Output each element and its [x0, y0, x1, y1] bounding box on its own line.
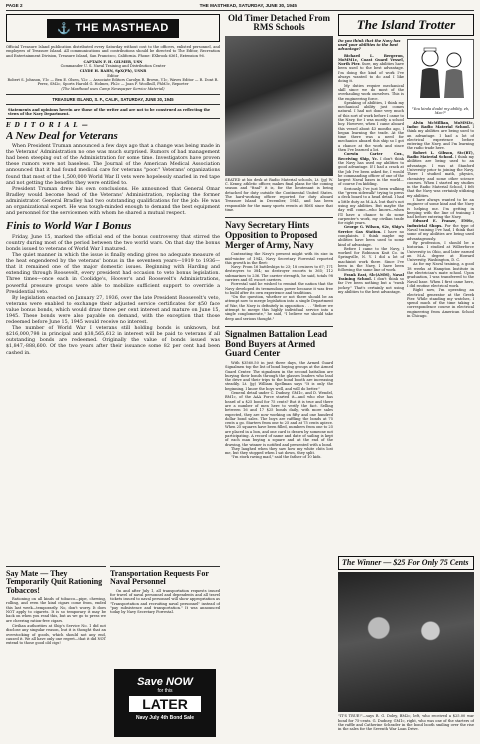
answer-text: For the type of Naval training I've had, I think that some of my abilities are being used advantageously. — [407, 223, 474, 241]
transport-article — [110, 566, 220, 744]
cartoon-caption: "You kinda doubt my ability, eh, Mac?" — [411, 107, 470, 116]
answer-text: a good 18 weeks at Hampton Institute in the electrician's mate school. Upon graduation, I was transferred to the Naval base. When I first came here, I did routine electrical work. — [407, 262, 474, 288]
answer-name: I have always wanted to be an engineer — [407, 197, 474, 207]
dateline: TREASURE ISLAND, S. F., CALIF., SATURDAY, JUNE 30, 1945 — [6, 94, 220, 105]
winner-headline: The Winner — $25 For Only 75 Cents — [342, 558, 469, 567]
signalmen-paragraph: They laughed when they saw how my white chits lost me, but they stopped when I sat down, they split. — [225, 446, 333, 456]
answer-text: I've just been walking the "green sidewalk" trying to press a deck board to a head detail. I had a little duty as M.A.A. but that's not using my abilities. But maybe the day will come—who knows—when I'll have a chance to do some carpenter's work, my civilian trade for eight years. — [338, 186, 404, 226]
trotter-col-right — [407, 39, 474, 319]
staff-list: Robert S. Johnson, Y1c — Ben E. Olsen, Y2c ... Associate Editors Carolyn R. Brown, Y1c, Waves Editor — R. Dont R. Perez, SM2c, Sports Harold G. Holmes, Ph2c — Joan F. Woolhull, PhM3c, Reporter — [7, 78, 219, 87]
staff-intro: Official Treasure Island publication distributed every Saturday without cost to the officers, enlisted personnel, and employees of Treasure Island. All communications and contributions should be directed to The Editor, Recreation and Entertainment Division, Treasure Island, San Francisco, California. Phone: EXbrook 6361, Extension 96. — [6, 45, 220, 58]
anchor-icon: ⚓ — [57, 22, 72, 35]
bonus-paragraph: By legislation enacted on January 27, 1936, over the late President Roosevelt's veto, veterans were enabled to exchange their adjusted service certificates for $50 face value bonus bonds, which would draw three per cent interest and mature on June 15, 1945. These bonds were also payable on demand, with the exception that those redeemed before June 15, 1945 would receive no interest. — [6, 295, 220, 326]
winner-heading-box — [338, 556, 474, 570]
answer-text: Sure, my abilities have been used to the best advantage. I'm doing the kind of work I've always wanted to do and I like doing it. — [338, 62, 404, 84]
signalmen-paragraph: With $3560.50 in just three days, the Armed Guard Signalmen top the list of bond buying groups at the Armed Guard Center. The signalmen in the second battalion are burying their bonds through the glasses leaders who lead the drive and their trips to the bond booth are increasing steadily. Lt. (jg) William Spellman says "It is only the beginning, I know the boys well, and will do better." — [225, 360, 333, 391]
bond-ad-for: for this — [157, 688, 173, 694]
policy-note: Statements and opinions herein are those of the writer and are not to be construed as reflecting the views of the Navy Department. — [6, 107, 220, 119]
signalmen-headline: Signalmen Battalion Lead Bond Buyers at Armed Guard Center — [225, 326, 333, 359]
trotter-question: Do you think that the Navy has used your abilities to the best advantage? — [338, 38, 401, 52]
say-mate-body-2: Civilian authorities at Ship's Service No. 1 did not disclose any singular reason, but it is thought that an overstocking of goods, which should not any end, caused it. We all have only one regret—that it did NOT extend to those good old cigs! — [6, 623, 106, 646]
answer-text: I think my abilities are being used to an advantage. I was at Stanford University prior to joining the Navy. There I studied math, physics, chemistry and some other science courses. When I started my studies in the Radio Material School, I felt that the Navy was certainly utilizing my abilities. — [407, 155, 474, 198]
answer-name: Right now, — [413, 288, 435, 293]
answer-name: Alvin McMillian, MoMM3c, Indoc Radio Material School. — [407, 120, 474, 129]
winner-section — [338, 556, 474, 744]
answer-text: I think my mechanical ability just comes natural. I had not done very much of this sort of work before I came to the Navy, for I was mostly a school boy. However, when I came aboard this vessel about 43 months ago, I began learning the trade. At the time there was a need for mechanics aboard this ship so I got a chance at the work and since then I've learned a lot. — [338, 100, 404, 153]
trotter-answers-a — [338, 54, 404, 295]
bond-ad-sale: Navy July 4th Bond Sale — [135, 715, 195, 721]
bond-ad-now: NOW — [165, 676, 193, 688]
bonus-paragraph: Friday, June 15, marked the official end of the bonus controversy that stirred the country during most of the period between the two world wars. On that day the bonus bonds issued to veterans of World War I matured. — [6, 234, 220, 252]
bonus-body — [6, 235, 220, 357]
secnav-body — [225, 252, 333, 321]
answer-name: Speaking of abilities, — [344, 100, 384, 105]
answer-text: I'm operating an electrical generator at the Greek Pier. While standing my watches, I spend much of the time taking a correspondence course in electrical engineering from American School in Chicago. — [407, 288, 474, 318]
old-timer-headline: Old Timer Detached From RMS Schools — [227, 14, 331, 33]
running-title: THE MASTHEAD, SATURDAY, JUNE 30, 1945 — [199, 3, 297, 8]
editorial-label: E D I T O R I A L — — [6, 121, 89, 129]
secnav-paragraph: Forrestal said he wished to remind the nation that the Navy developed its tremendous power because it was free to build after its own experience and traditions. — [225, 282, 333, 295]
trotter-columns — [338, 39, 474, 319]
answer-text: I should be a historian. I studied at Wilberforce University in Ohio, and later earned an M.A. degree at Howard University, Washington, D. C. — [407, 240, 474, 263]
answer-text: I have no complaints. I think maybe my abilities have been used to some kind of advantage. — [338, 229, 404, 247]
bonus-paragraph: The quiet manner in which the issue is finally ending gives no adequate measure of the heat engendered by the veterans' bonus in the seventeen years—1919 to 1936—that it remained one of the major domestic issues. Beginning with Harding and extending through Roosevelt, every president had occasion to veto bonus legislation. Three times—once each in Coolidge's, Hoover's and Roosevelt's Administrations, powerful pressure groups were able to mobilize sufficient support to override a Presidential veto. — [6, 253, 220, 295]
winner-caption: "IT'S TRUE!"—says R. G. Doley, BM2c, left, who received a $25.00 war bond for 75-cents. G. Dudney, GM1c, right, who was one of the starters of the raffle and Catherine Schrader in the bond booth smiling over the rise in the sales for the Seventh War Loan Drive. — [338, 714, 474, 732]
trotter-section — [338, 14, 474, 554]
answer-name: By profession, — [413, 240, 441, 245]
answer-text: I think my abilities are being used to an advantage. I had a lot of electrical experience before entering the Navy, and I'm learning the radio trade here. — [407, 124, 474, 151]
bonus-headline: Finis to World War I Bonus — [6, 220, 132, 233]
bond-ad-later: LATER — [129, 696, 201, 712]
secnav-paragraph: Contrasting the Navy's present might with its size in mid-winter of 1942, Navy Secretary Forrestal reported this growth in the fleet: — [225, 252, 333, 265]
answer-text: I worked for Robinson Knit Co. in Springville, N. Y. I did a lot of machinist work there. Since I've been in the Navy, I have been following the same line of work. — [338, 246, 404, 273]
answer-name: Corwin Carter Cox., Receiving Ship, Yc. — [338, 152, 404, 161]
answer-name: Edward E. Franze, EMSc, Industrial Shops. — [407, 219, 474, 228]
editorial-body — [6, 144, 220, 217]
trotter-answers-b — [407, 121, 474, 319]
old-timer-caption: SEATED at his desk at Radio Material schools, Lt. (jg) W. C. Kenny, athletic officer, makes final plans for the coming season and "final" it is, for the lieutenant is being detached for duty outside the Continental United States. The hard-working officer reported for duty aboard Treasure Island in December, 1941, and has been responsible for the many sports events at RMS since that time. — [225, 177, 333, 212]
answer-name: Frank East, Slc(AMM), Naval Training School. — [338, 272, 404, 281]
middle-section — [225, 14, 333, 744]
signalmen-paragraph: General detail under C. Dudney, GM1c, and D. Wendel, BM1c, of the AAA Force started it—and who else has heard of a $25 bond for 75 cents? But it is true and there are a number of men here to verify the fact. Selling between 16 and 17 $25 bonds daily, with more sales expected, they are now working on fifty and one hundred dollar bond sales. The boys are raffling the bonds at 75 cents a go. Starters from one to 25 and at 75 cents apiece. When 25 squares have been filled, numbers from one to 25 are placed in a box, and one card is drawn by someone not participating. A record of name and date of sailing is kept of each man buying a square and at the end of the drawing, the winner is notified and presented with a bond. — [225, 391, 333, 447]
answer-name: George G. Wilson, S2c, Ship's Service Gas Station. — [338, 225, 404, 234]
answer-name: Seriously, — [344, 186, 362, 191]
answer-name: My duties require mechanical skill since we do most of the overhauling work ourselves. — [338, 83, 404, 97]
answer-name: Robert L. Gibson, Stc(RT), Radio Material School. — [407, 150, 474, 160]
masthead-title: THE MASTHEAD — [75, 22, 169, 34]
cartoon-sailor-icon — [408, 40, 474, 104]
trotter-heading-box — [338, 14, 474, 36]
say-mate-article — [6, 566, 106, 744]
answer-name: As for my Naval training, — [413, 262, 461, 267]
editor-name: CLYDE H. RAHN, SpX(Ph), USNR — [79, 69, 147, 74]
trotter-headline: The Island Trotter — [356, 17, 456, 32]
bonus-paragraph: The number of World War I veterans still holding bonds is unknown, but $216,000,798 in principal and $38,565,612 in interest will be paid to veterans if all outstanding bonds are redeemed. Originally the value of bonds issued was $1,847,-888,600. Of the two years after their issuance some 82 per cent had been cashed in. — [6, 326, 220, 356]
secnav-paragraph: Navy: From 16 battleships to 23; 18 cruisers to 67; 171 destroyers to 384; no destroyer escorts to 365; 112 submarines to 236. The carrier strength, he said, totals 98 carriers and 61 escort carriers. — [225, 265, 333, 282]
editorial-paragraph: President Truman drew his own conclusions. He announced that General Omar Bradley would become head of the Veterans' Administration, replacing the former administrator. General Bradley had two outstanding qualifications for the job: He was an organizational expert. He was tough-minded enough to demand the best equipment and personnel for the servicemen with whom he shared a mutual respect. — [6, 186, 220, 217]
editorial-paragraph: When President Truman announced a few days ago that a change was being made in the Veterans' Administration no one was much surprised. Rumors of bad management had been steeping out of the Administration for some time. Investigators have proven these rumors were not baseless. The Journal of the American Medical Association announced that it had found medical care for veterans "poor." Veterans' organizations found that most of the 1,500,000 World War II vets were hopelessly snarled in red tape and not getting the benefits they were entitled to. — [6, 144, 220, 186]
say-mate-headline: Say Mate — They Temporarily Quit Rationing Tobaccos! — [6, 569, 103, 595]
editorial-headline: A New Deal for Veterans — [6, 129, 118, 142]
editor-role: Editor — [107, 73, 119, 78]
captain-title: Commander U. S. Naval Training and Distribution Center — [60, 64, 166, 69]
signalmen-body — [225, 361, 333, 460]
answer-name: Richard L. Bergeron, MoMM1c, Coast Guard Vessel, North Pier. — [338, 53, 404, 67]
captain-name: CAPTAIN F. H. GILMER, USN — [83, 59, 143, 64]
page-number: PAGE 2 — [6, 3, 23, 8]
service-note: (The Masthead uses Camp Newspaper Service Material) — [61, 86, 165, 91]
answer-text: of some kind and the Navy is helping me. I'm getting in keeping with the line of training I had before entering the Navy. — [407, 202, 474, 220]
answer-text: I don't think so far I've been nothing but a "swab jockey." That's certainly not using my abilities to the best advantage. — [338, 276, 404, 294]
bond-ad-save: Save — [137, 676, 163, 688]
old-timer-photo — [225, 36, 333, 176]
cartoon-drawing — [407, 39, 474, 119]
answer-text: This is the engineering force. — [338, 92, 405, 101]
secnav-paragraph: "On the question, whether or not there should be an attempt now to merge legislation into a single Department of War, the Navy is definitely in opposition . . . "Before we attempt to merge this highly individual service into a single conglomerate," he said, "I believe we should take deep and serious thought." — [225, 295, 333, 321]
winner-photo — [338, 572, 474, 712]
secnav-headline: Navy Secretary Hints Opposition to Proposed Merger of Army, Navy — [225, 217, 333, 250]
running-head — [6, 3, 474, 11]
transport-headline: Transportation Requests For Naval Personnel — [110, 569, 209, 587]
bond-ad — [114, 669, 216, 737]
signalmen-paragraph: "I'm stork raving mad," said the father of 10 kids. — [231, 455, 322, 460]
transport-body: On and after July 1, all transportation requests issued for travel of naval personnel and dependents and all travel tickets issued to naval personnel will show appropriation as "Transportation and recruiting naval personnel" instead of "pay subsistence and transportation." It was announced today by Navy Secretary Forrestal. — [110, 588, 220, 615]
answer-name: Before I came to the Navy, — [344, 246, 400, 251]
masthead-logo — [47, 19, 179, 38]
trotter-col-left — [338, 39, 404, 319]
say-mate-body: Rationing on all kinds of tobacco—pipe, chewing, rolling, and even the kind cigars come from, ended this last week—temporarily. No, don't worry. It does NOT apply to cigarets. It is so temporary it may be back on when you read this, but as we go to press we are cheering ration-free cigars. — [6, 597, 106, 623]
answer-text: I don't think the Navy has used my abilities to good advantage. If I had a crack at the Job I've been asked for, I would be commanding officer of one of the largest Naval bases in the world—of course I'm kidding. — [338, 156, 404, 187]
masthead-box — [6, 14, 220, 42]
